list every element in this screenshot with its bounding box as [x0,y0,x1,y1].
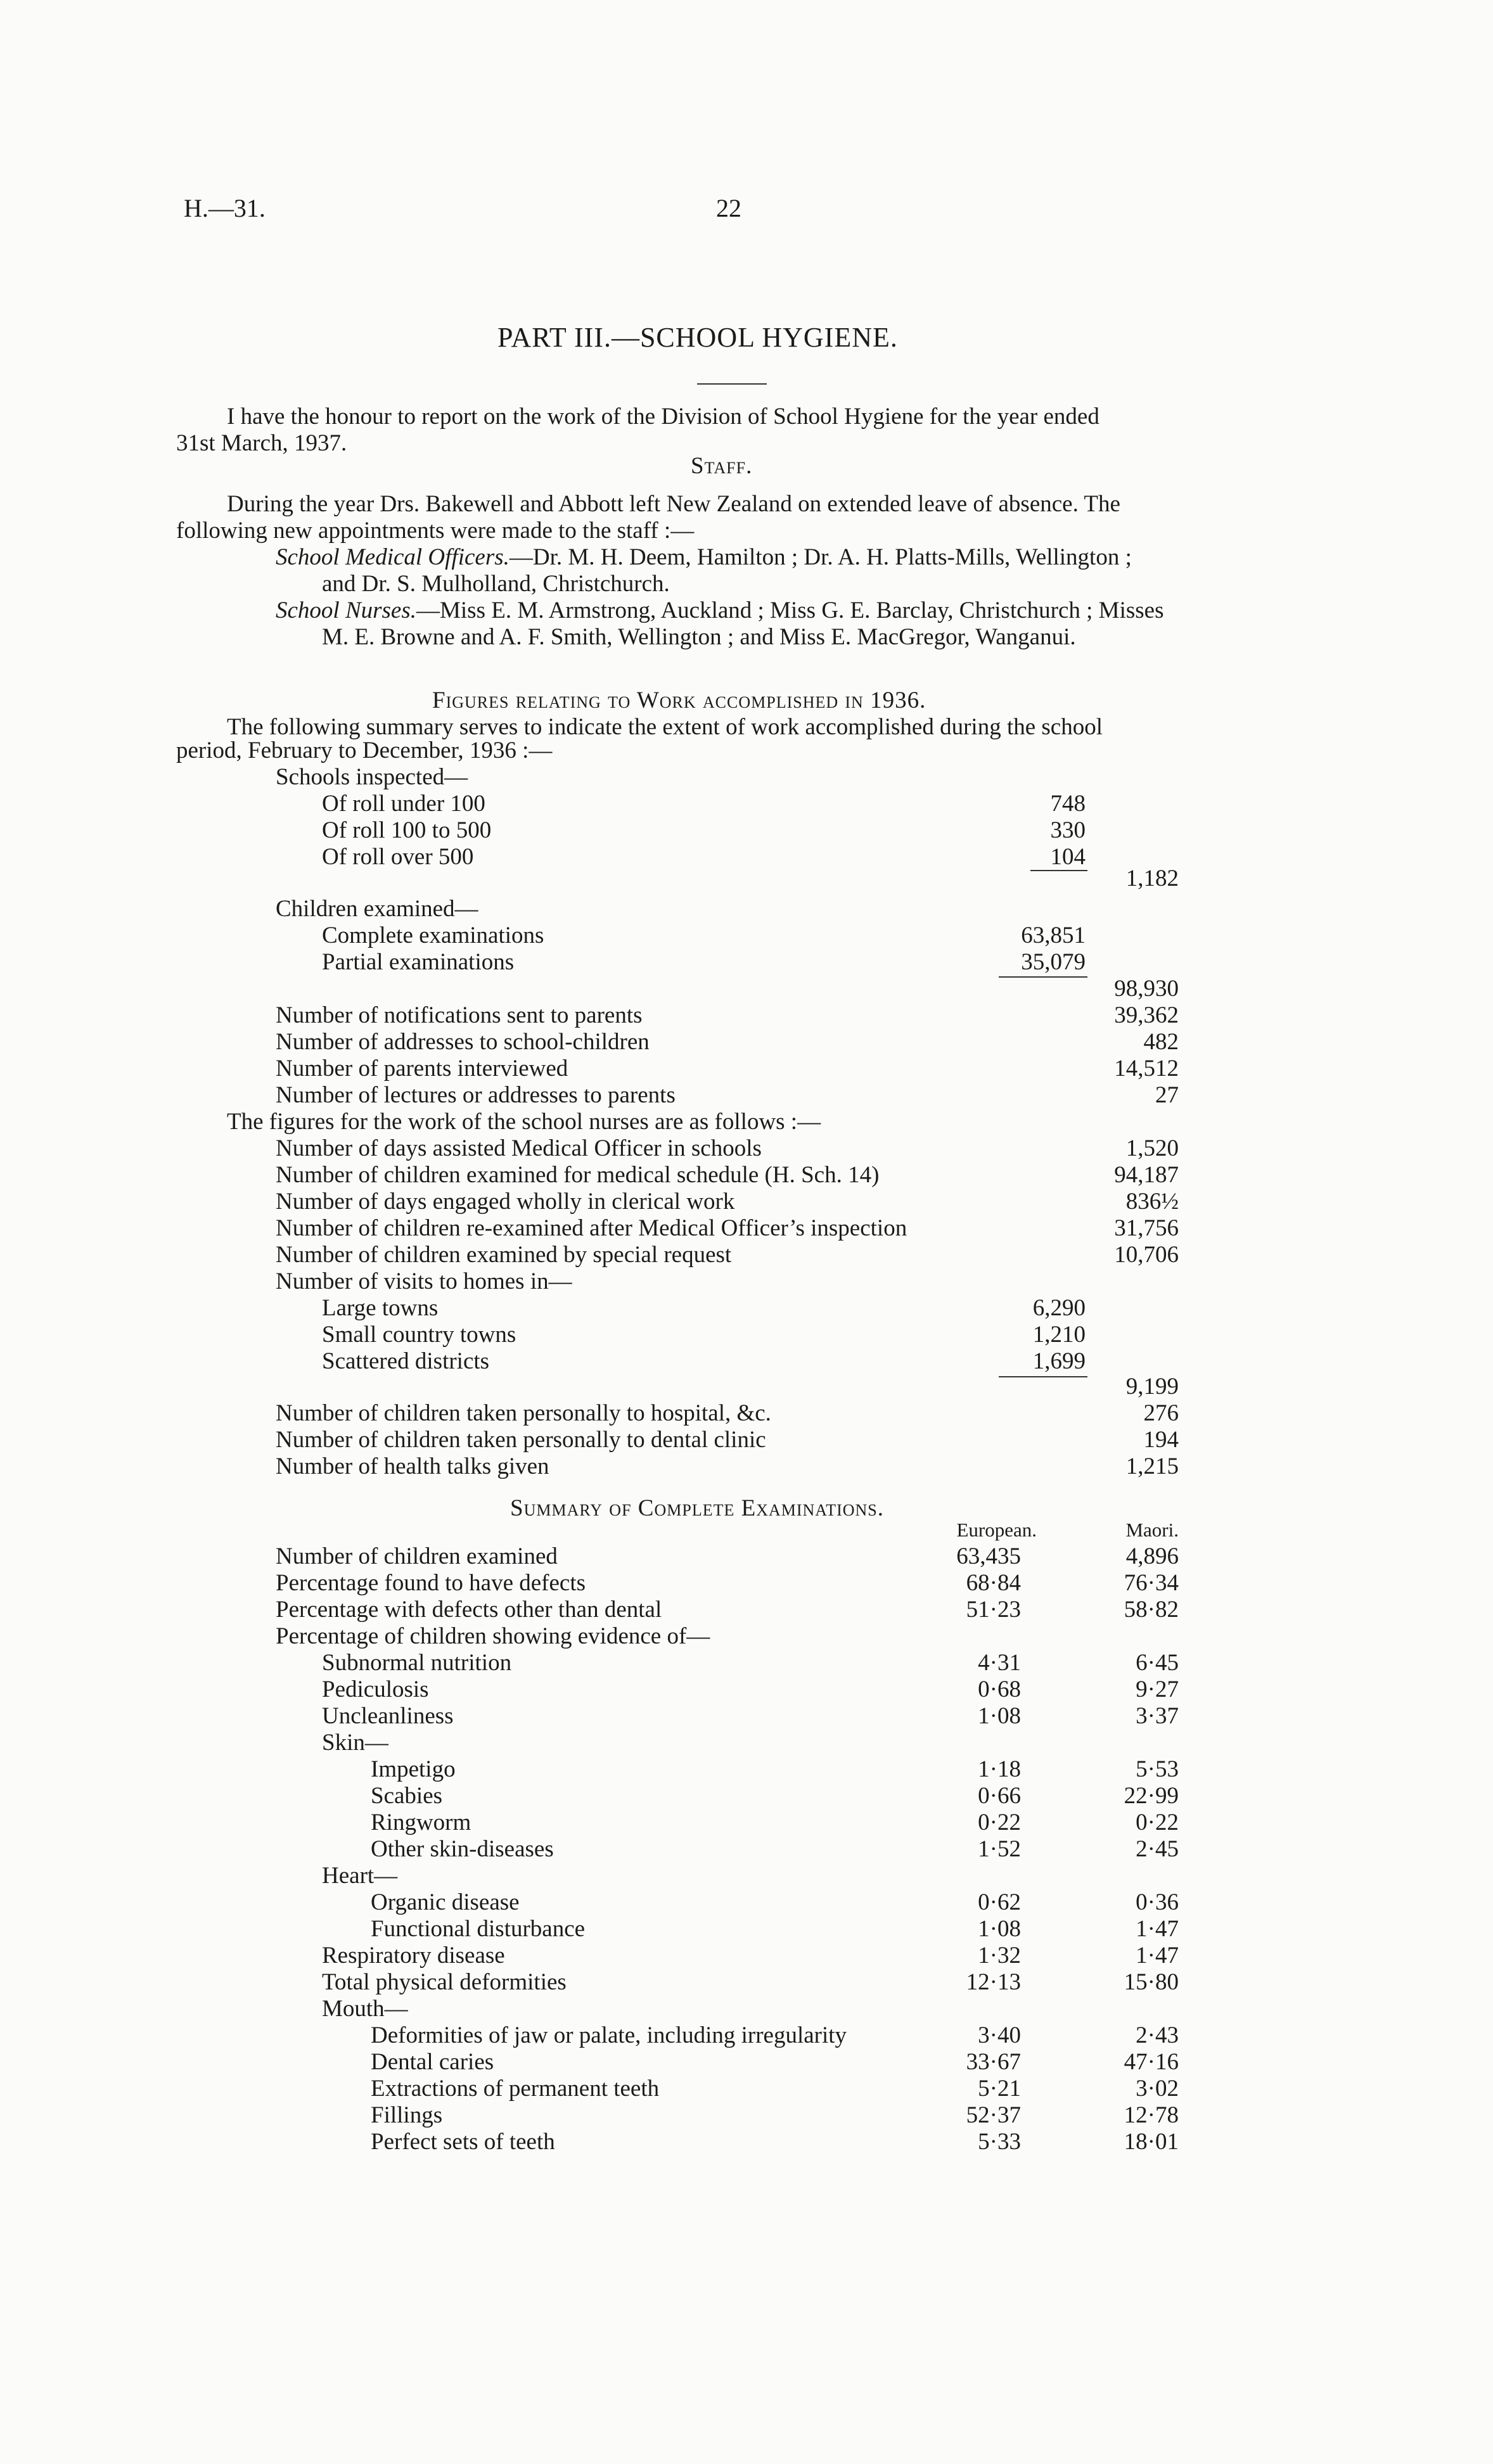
summary-row [0,1597,1493,1623]
row-label: Number of children examined for medical schedule (H. Sch. 14) [276,1162,880,1188]
nurses-row [0,1215,1493,1242]
maori-value: 12·78 [1124,2102,1179,2128]
row-label: Scattered districts [322,1348,490,1374]
visits-label: Number of visits to homes in— [276,1268,572,1294]
maori-value: 2·43 [1136,2022,1179,2048]
summary-row [0,1650,1493,1676]
schools-inspected-label: Schools inspected— [276,764,468,790]
row-value: 1·52 [978,1836,1021,1862]
row-value: 5·33 [978,2129,1021,2155]
misc-row [0,1029,1493,1056]
medical-officers-label: School Medical Officers. [276,544,509,570]
row-label: Of roll 100 to 500 [322,817,492,843]
summary-row [0,2076,1493,2102]
nurses-row [0,1162,1493,1189]
mouth-label: Mouth— [322,1996,408,2022]
school-nurses-text: —Miss E. M. Armstrong, Auckland ; Miss G. E. Barclay, Christchurch ; Misses [416,597,1164,623]
row-value: 31,756 [1114,1215,1179,1241]
row-label: Of roll under 100 [322,791,485,817]
maori-value: 0·36 [1136,1889,1179,1915]
misc-row [0,1056,1493,1082]
row-value: 0·22 [978,1810,1021,1835]
row-label: Small country towns [322,1322,516,1348]
row-value: 1·18 [978,1756,1021,1782]
part-title: PART III.—SCHOOL HYGIENE. [497,322,898,353]
row-label: Number of addresses to school-children [276,1029,650,1055]
row-value: 63,851 [1021,922,1086,948]
children-row [0,949,1493,976]
maori-value: 18·01 [1124,2129,1179,2155]
row-label: Extractions of permanent teeth [371,2076,660,2102]
row-value: 0·68 [978,1676,1021,1702]
summary-row [0,1916,1493,1943]
row-label: Number of children taken personally to dental clinic [276,1427,766,1453]
maori-value: 3·37 [1136,1703,1179,1729]
maori-value: 15·80 [1124,1969,1179,1995]
maori-value: 58·82 [1124,1597,1179,1623]
staff-line-1: During the year Drs. Bakewell and Abbott left New Zealand on extended leave of absence. The [227,491,1120,517]
row-value: 35,079 [1021,949,1086,975]
row-value: 1·08 [978,1916,1021,1942]
row-value: 27 [1155,1082,1179,1108]
row-label: Number of children taken personally to hospital, &c. [276,1400,771,1426]
maori-value: 47·16 [1124,2049,1179,2075]
row-value: 14,512 [1114,1056,1179,1082]
row-label: Pediculosis [322,1676,429,1702]
nurses-row [0,1242,1493,1268]
row-label: Number of parents interviewed [276,1056,568,1082]
row-value: 0·66 [978,1783,1021,1809]
summary-row [0,1783,1493,1810]
row-value: 1,215 [1125,1453,1179,1479]
schools-row [0,791,1493,817]
row-value: 748 [1050,791,1086,817]
school-nurses-line-2: M. E. Browne and A. F. Smith, Wellington ; and Miss E. MacGregor, Wanganui. [322,624,1076,650]
row-label: Number of lectures or addresses to parents [276,1082,676,1108]
maori-value: 6·45 [1136,1650,1179,1676]
row-label: Ringworm [371,1810,471,1835]
row-value: 10,706 [1114,1242,1179,1268]
row-label: Percentage with defects other than dental [276,1597,662,1623]
row-value: 4·31 [978,1650,1021,1676]
maori-value: 76·34 [1124,1570,1179,1596]
summary-row [0,1943,1493,1969]
row-label: Impetigo [371,1756,456,1782]
row-value: 68·84 [966,1570,1021,1596]
nurses-row [0,1135,1493,1162]
final-row [0,1400,1493,1427]
figures-heading: Figures relating to Work accomplished in 1936. [432,687,926,713]
row-label: Number of health talks given [276,1453,549,1479]
school-nurses-line [276,597,1163,624]
column-maori: Maori. [1125,1519,1179,1541]
row-value: 94,187 [1114,1162,1179,1188]
figures-intro-2: period, February to December, 1936 :— [176,737,553,763]
final-row [0,1427,1493,1453]
row-label: Partial examinations [322,949,515,975]
row-label: Number of days engaged wholly in clerical work [276,1189,735,1215]
page-number: 22 [716,194,741,222]
row-label: Large towns [322,1295,439,1321]
summary-row [0,1889,1493,1916]
row-label: Number of notifications sent to parents [276,1002,643,1028]
heart-label: Heart— [322,1863,398,1889]
visits-row [0,1322,1493,1348]
document-reference: H.—31. [184,194,266,222]
staff-heading: Staff. [691,453,753,479]
maori-value: 3·02 [1136,2076,1179,2102]
row-value: 33·67 [966,2049,1021,2075]
row-label: Other skin-diseases [371,1836,554,1862]
misc-row [0,1082,1493,1109]
row-value: 63,435 [956,1543,1021,1569]
visits-row [0,1348,1493,1375]
row-value: 98,930 [1114,976,1179,1002]
summary-row [0,2022,1493,2049]
summary-heading: Summary of Complete Examinations. [510,1495,885,1521]
row-value: 52·37 [966,2102,1021,2128]
maori-value: 1·47 [1136,1916,1179,1942]
row-label: Dental caries [371,2049,494,2075]
row-value: 836½ [1125,1189,1179,1215]
title-rule [697,383,767,385]
summary-row [0,1543,1493,1570]
medical-officers-line-2: and Dr. S. Mulholland, Christchurch. [322,571,670,597]
maori-value: 9·27 [1136,1676,1179,1702]
row-value: 1,182 [1125,865,1179,891]
summary-row [0,1703,1493,1730]
medical-officers-line [276,544,1132,571]
summary-row [0,1969,1493,1996]
summary-row [0,2129,1493,2155]
summary-row [0,2102,1493,2129]
maori-value: 5·53 [1136,1756,1179,1782]
row-label: Number of days assisted Medical Officer in schools [276,1135,762,1161]
summary-row [0,2049,1493,2076]
misc-row [0,1002,1493,1029]
row-value: 1·08 [978,1703,1021,1729]
row-value: 1·32 [978,1943,1021,1969]
row-label: Of roll over 500 [322,844,474,870]
row-value: 276 [1143,1400,1179,1426]
row-value: 5·21 [978,2076,1021,2102]
evidence-label: Percentage of children showing evidence of— [276,1623,710,1649]
row-value: 9,199 [1125,1374,1179,1400]
row-value: 482 [1143,1029,1179,1055]
row-value: 330 [1050,817,1086,843]
row-value: 3·40 [978,2022,1021,2048]
maori-value: 0·22 [1136,1810,1179,1835]
row-label: Organic disease [371,1889,520,1915]
row-value: 1,699 [1032,1348,1086,1374]
row-value: 1,520 [1125,1135,1179,1161]
schools-total-row [0,865,1493,892]
column-european: European. [956,1519,1037,1541]
skin-label: Skin— [322,1730,388,1756]
visits-total-row [0,1374,1493,1400]
row-value: 1,210 [1032,1322,1086,1348]
maori-value: 4,896 [1125,1543,1179,1569]
children-examined-label: Children examined— [276,896,478,922]
maori-value: 2·45 [1136,1836,1179,1862]
row-label: Subnormal nutrition [322,1650,512,1676]
row-value: 6,290 [1032,1295,1086,1321]
row-value: 104 [1050,844,1086,870]
visits-row [0,1295,1493,1322]
row-label: Uncleanliness [322,1703,454,1729]
summary-row [0,1810,1493,1836]
maori-value: 1·47 [1136,1943,1179,1969]
row-label: Perfect sets of teeth [371,2129,555,2155]
row-label: Respiratory disease [322,1943,505,1969]
row-value: 51·23 [966,1597,1021,1623]
row-label: Scabies [371,1783,443,1809]
summary-row [0,1756,1493,1783]
figures-intro-1: The following summary serves to indicate the extent of work accomplished during the school [227,714,1103,740]
intro-line-1: I have the honour to report on the work of the Division of School Hygiene for the year ended [227,404,1099,430]
row-label: Fillings [371,2102,443,2128]
school-nurses-label: School Nurses. [276,597,416,623]
row-label: Number of children examined by special request [276,1242,732,1268]
final-row [0,1453,1493,1480]
children-total-row [0,976,1493,1002]
row-value: 194 [1143,1427,1179,1453]
summary-column-headers [0,1517,1493,1543]
summary-row [0,1836,1493,1863]
row-label: Total physical deformities [322,1969,567,1995]
row-label: Percentage found to have defects [276,1570,586,1596]
row-label: Functional disturbance [371,1916,586,1942]
row-value: 0·62 [978,1889,1021,1915]
row-label: Number of children examined [276,1543,558,1569]
schools-row [0,817,1493,844]
children-row [0,922,1493,949]
intro-line-2: 31st March, 1937. [176,430,347,456]
nurses-row [0,1189,1493,1215]
summary-row [0,1570,1493,1597]
nurses-intro: The figures for the work of the school nurses are as follows :— [227,1109,821,1135]
row-label: Deformities of jaw or palate, including irregularity [371,2022,847,2048]
medical-officers-text: —Dr. M. H. Deem, Hamilton ; Dr. A. H. Platts-Mills, Wellington ; [509,544,1132,570]
row-value: 12·13 [966,1969,1021,1995]
row-label: Number of children re-examined after Medical Officer’s inspection [276,1215,907,1241]
maori-value: 22·99 [1124,1783,1179,1809]
row-value: 39,362 [1114,1002,1179,1028]
row-label: Complete examinations [322,922,544,948]
staff-line-2: following new appointments were made to the staff :— [176,518,695,544]
summary-row [0,1676,1493,1703]
